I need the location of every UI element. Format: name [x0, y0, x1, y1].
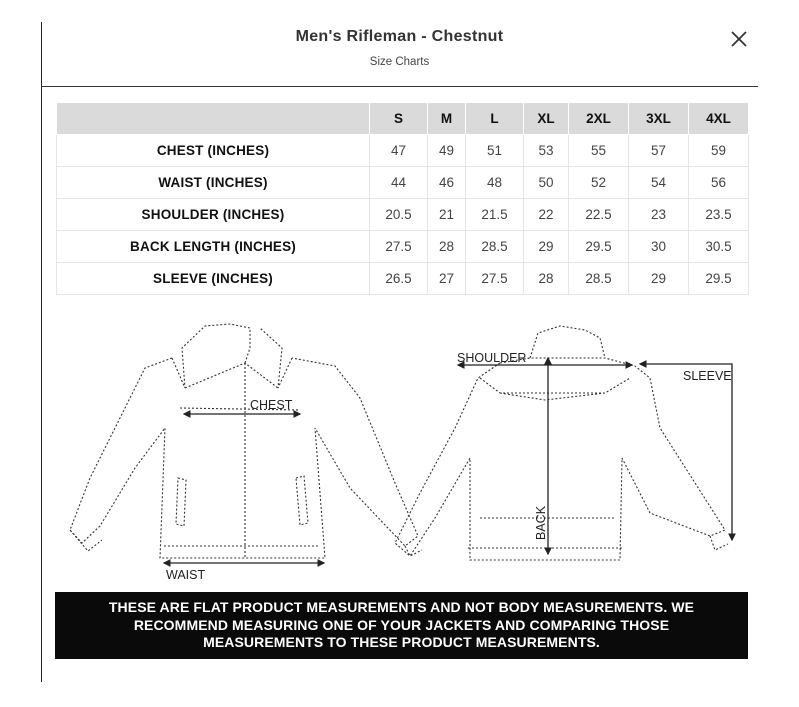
- modal-left-border: [41, 22, 42, 682]
- measurement-cell: 27.5: [466, 263, 524, 295]
- measurement-cell: 54: [629, 167, 689, 199]
- measurement-cell: 29: [629, 263, 689, 295]
- measurement-cell: 20.5: [370, 199, 428, 231]
- measurement-cell: 53: [524, 135, 569, 167]
- measurement-cell: 27: [428, 263, 466, 295]
- measurement-cell: 27.5: [370, 231, 428, 263]
- table-row: [57, 135, 749, 167]
- measurement-cell: 59: [689, 135, 749, 167]
- size-column-header: 4XL: [689, 103, 749, 135]
- size-column-header: 2XL: [569, 103, 629, 135]
- measurement-cell: 23.5: [689, 199, 749, 231]
- row-label: CHEST (INCHES): [57, 135, 370, 167]
- jacket-back-illustration: [395, 326, 728, 560]
- size-header-row: [57, 103, 749, 135]
- size-chart-table: [56, 102, 749, 295]
- close-button[interactable]: [727, 27, 751, 51]
- modal-title: Men's Rifleman - Chestnut: [295, 28, 504, 45]
- measurement-cell: 28.5: [466, 231, 524, 263]
- jacket-front-illustration: [70, 324, 422, 558]
- waist-measurement-indicator: [164, 563, 324, 582]
- sleeve-measurement-indicator: [640, 364, 732, 540]
- header-corner-cell: [57, 103, 370, 135]
- size-column-header: L: [466, 103, 524, 135]
- measurement-cell: 47: [370, 135, 428, 167]
- row-label: WAIST (INCHES): [57, 167, 370, 199]
- measurement-cell: 51: [466, 135, 524, 167]
- chest-measurement-indicator: [184, 398, 300, 414]
- measurement-cell: 22: [524, 199, 569, 231]
- measurement-cell: 29.5: [569, 231, 629, 263]
- modal-subtitle: Size Charts: [369, 56, 430, 68]
- measurement-cell: 28: [524, 263, 569, 295]
- measurement-notice-text: THESE ARE FLAT PRODUCT MEASUREMENTS AND NOT BODY MEASUREMENTS. WE RECOMMEND MEASURING ONE OF YOUR JACKETS AND COMPARING THOSE MEASUREMENTS TO THESE PRODUCT MEASUREMENTS.: [108, 599, 695, 651]
- close-icon: [727, 27, 751, 51]
- measurement-cell: 30.5: [689, 231, 749, 263]
- measurement-cell: 44: [370, 167, 428, 199]
- table-row: [57, 167, 749, 199]
- measurement-cell: 26.5: [370, 263, 428, 295]
- back-label: BACK: [534, 505, 548, 540]
- jacket-measurement-diagram: [60, 318, 750, 586]
- size-column-header: S: [370, 103, 428, 135]
- row-label: SLEEVE (INCHES): [57, 263, 370, 295]
- table-row: [57, 263, 749, 295]
- measurement-notice-banner: [55, 592, 748, 659]
- measurement-cell: 22.5: [569, 199, 629, 231]
- measurement-cell: 49: [428, 135, 466, 167]
- chest-label: CHEST: [250, 398, 293, 412]
- sleeve-label: SLEEVE: [683, 369, 732, 383]
- measurement-cell: 28: [428, 231, 466, 263]
- measurement-cell: 55: [569, 135, 629, 167]
- measurement-cell: 57: [629, 135, 689, 167]
- measurement-cell: 28.5: [569, 263, 629, 295]
- measurement-cell: 29: [524, 231, 569, 263]
- row-label: BACK LENGTH (INCHES): [57, 231, 370, 263]
- measurement-cell: 52: [569, 167, 629, 199]
- back-length-measurement-indicator: [534, 358, 548, 554]
- measurement-cell: 30: [629, 231, 689, 263]
- measurement-cell: 46: [428, 167, 466, 199]
- table-row: [57, 199, 749, 231]
- measurement-cell: 29.5: [689, 263, 749, 295]
- shoulder-label: SHOULDER: [457, 351, 527, 365]
- waist-label: WAIST: [166, 568, 206, 582]
- measurement-cell: 56: [689, 167, 749, 199]
- size-column-header: 3XL: [629, 103, 689, 135]
- measurement-cell: 21: [428, 199, 466, 231]
- measurement-cell: 21.5: [466, 199, 524, 231]
- measurement-cell: 50: [524, 167, 569, 199]
- header-divider: [41, 86, 758, 87]
- row-label: SHOULDER (INCHES): [57, 199, 370, 231]
- measurement-cell: 23: [629, 199, 689, 231]
- measurement-cell: 48: [466, 167, 524, 199]
- size-column-header: XL: [524, 103, 569, 135]
- table-row: [57, 231, 749, 263]
- size-column-header: M: [428, 103, 466, 135]
